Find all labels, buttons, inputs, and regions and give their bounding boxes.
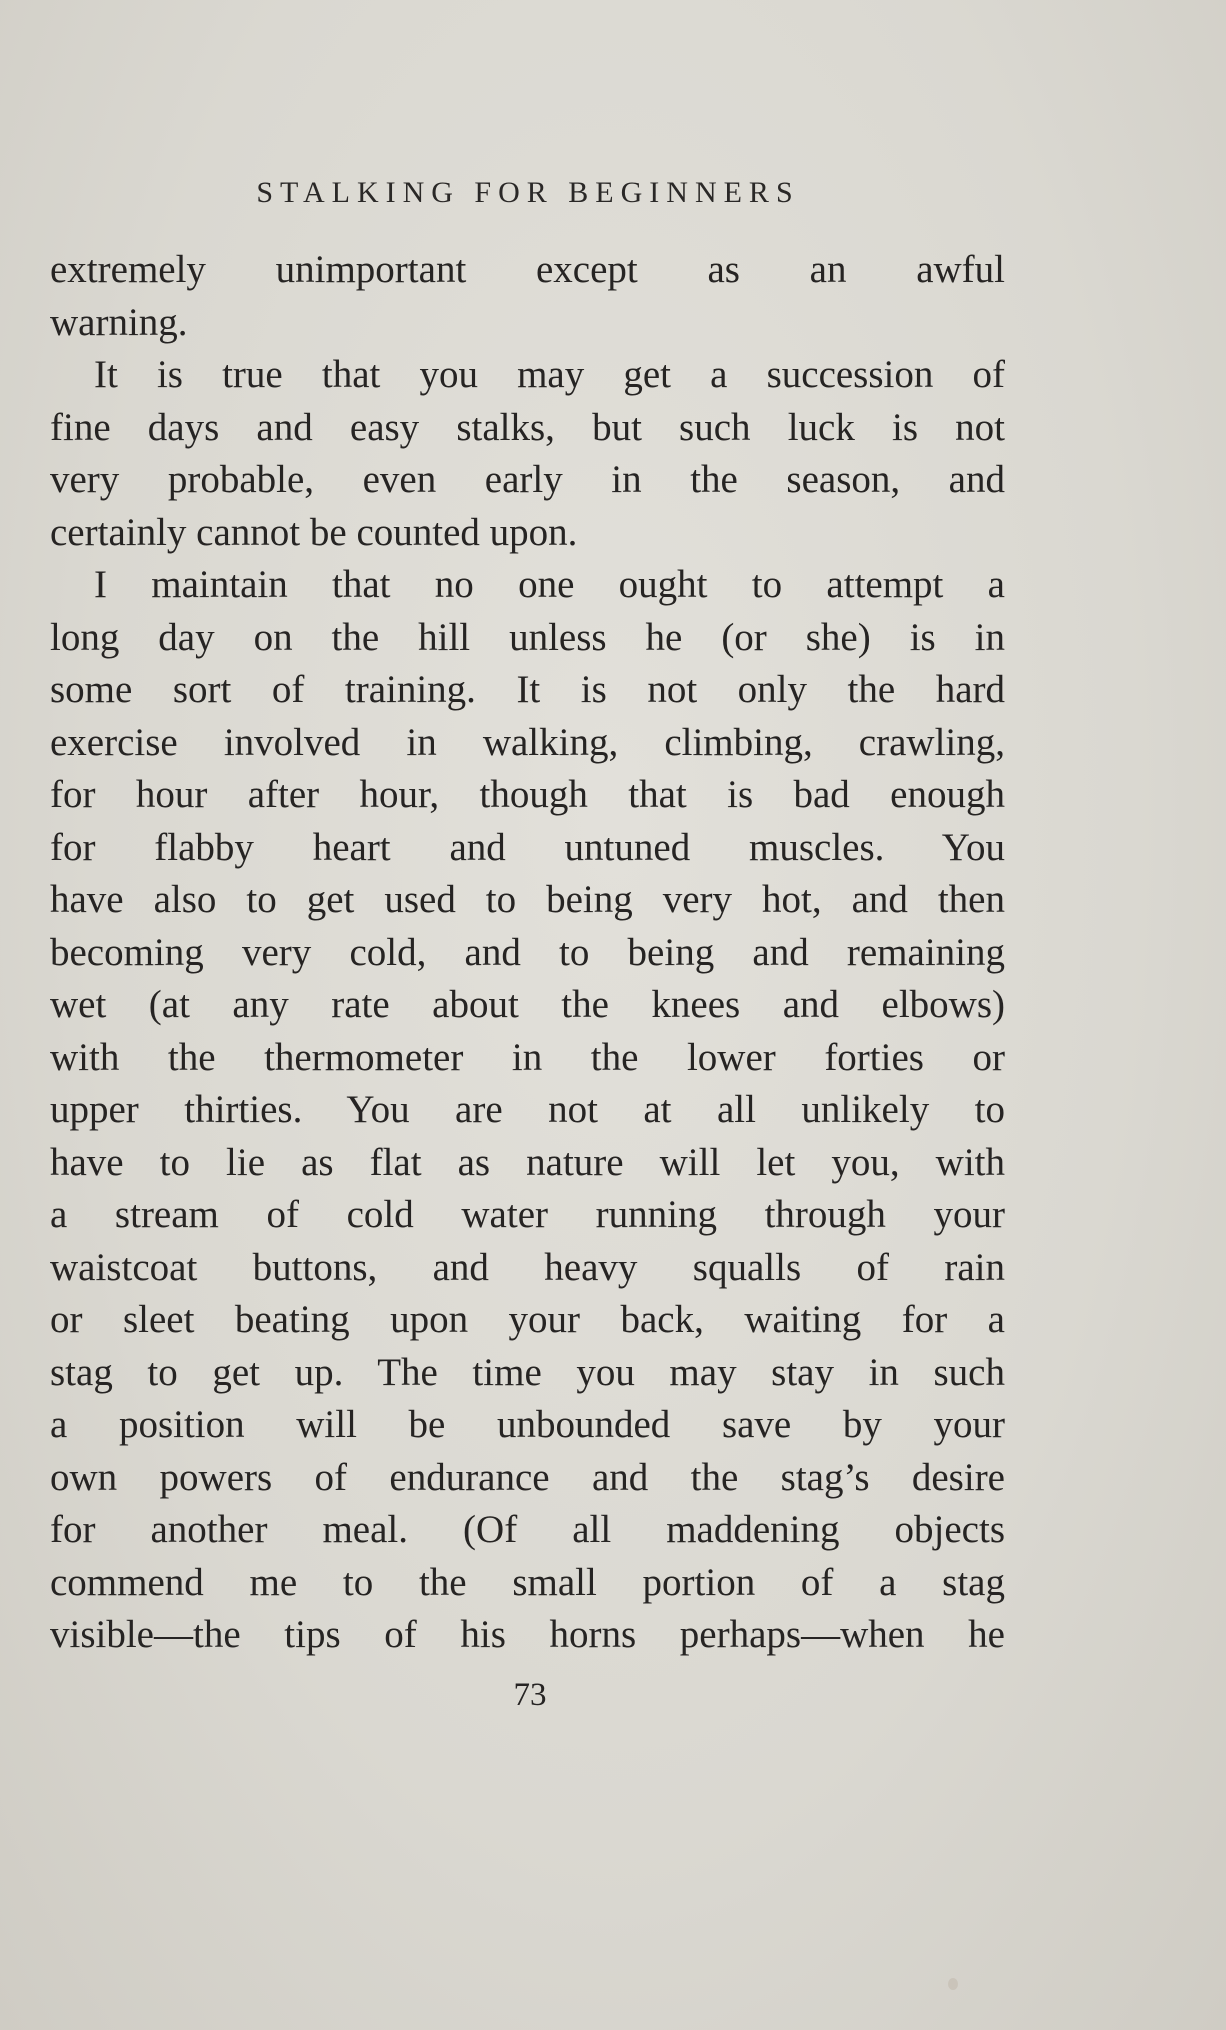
running-head: STALKING FOR BEGINNERS [256,176,800,209]
text-line: stag to get up. The time you may stay in such [50,1350,1005,1394]
text-line: very probable, even early in the season, and [50,458,1005,501]
text-line: exercise involved in walking, climbing, crawling, [50,720,1005,764]
text-line: have also to get used to being very hot, and then [50,878,1005,921]
text-line: own powers of endurance and the stag’s desire [50,1455,1005,1499]
page-number: 73 [513,1677,547,1713]
text-line: for hour after hour, though that is bad enough [50,773,1005,816]
text-line: a stream of cold water running through your [50,1193,1005,1236]
text-line: wet (at any rate about the knees and elbows) [50,983,1005,1026]
text-line: extremely unimportant except as an awful [50,248,1005,291]
text-line: some sort of training. It is not only the hard [50,668,1005,711]
text-line: with the thermometer in the lower forties or [50,1035,1005,1079]
text-line: becoming very cold, and to being and remaining [50,930,1005,974]
text-line: waistcoat buttons, and heavy squalls of rain [50,1245,1005,1289]
text-line: It is true that you may get a succession of [94,353,1005,396]
text-line: visible—the tips of his horns perhaps—when he [50,1613,1005,1656]
paper-speck [948,1978,958,1990]
text-line: commend me to the small portion of a stag [50,1560,1005,1604]
body-text [50,244,1005,1662]
text-line: certainly cannot be counted upon. [50,510,578,554]
text-line: for flabby heart and untuned muscles. You [50,825,1005,869]
text-line: upper thirties. You are not at all unlikely to [50,1088,1005,1131]
text-line: warning. [50,300,188,344]
text-line: for another meal. (Of all maddening objects [50,1508,1005,1551]
text-line: long day on the hill unless he (or she) is in [50,615,1005,659]
text-line: fine days and easy stalks, but such luck is not [50,405,1005,449]
text-line: have to lie as flat as nature will let you, with [50,1140,1005,1184]
text-line: I maintain that no one ought to attempt a [94,563,1005,606]
text-line: a position will be unbounded save by your [50,1403,1005,1446]
text-line: or sleet beating upon your back, waiting for a [50,1298,1005,1341]
